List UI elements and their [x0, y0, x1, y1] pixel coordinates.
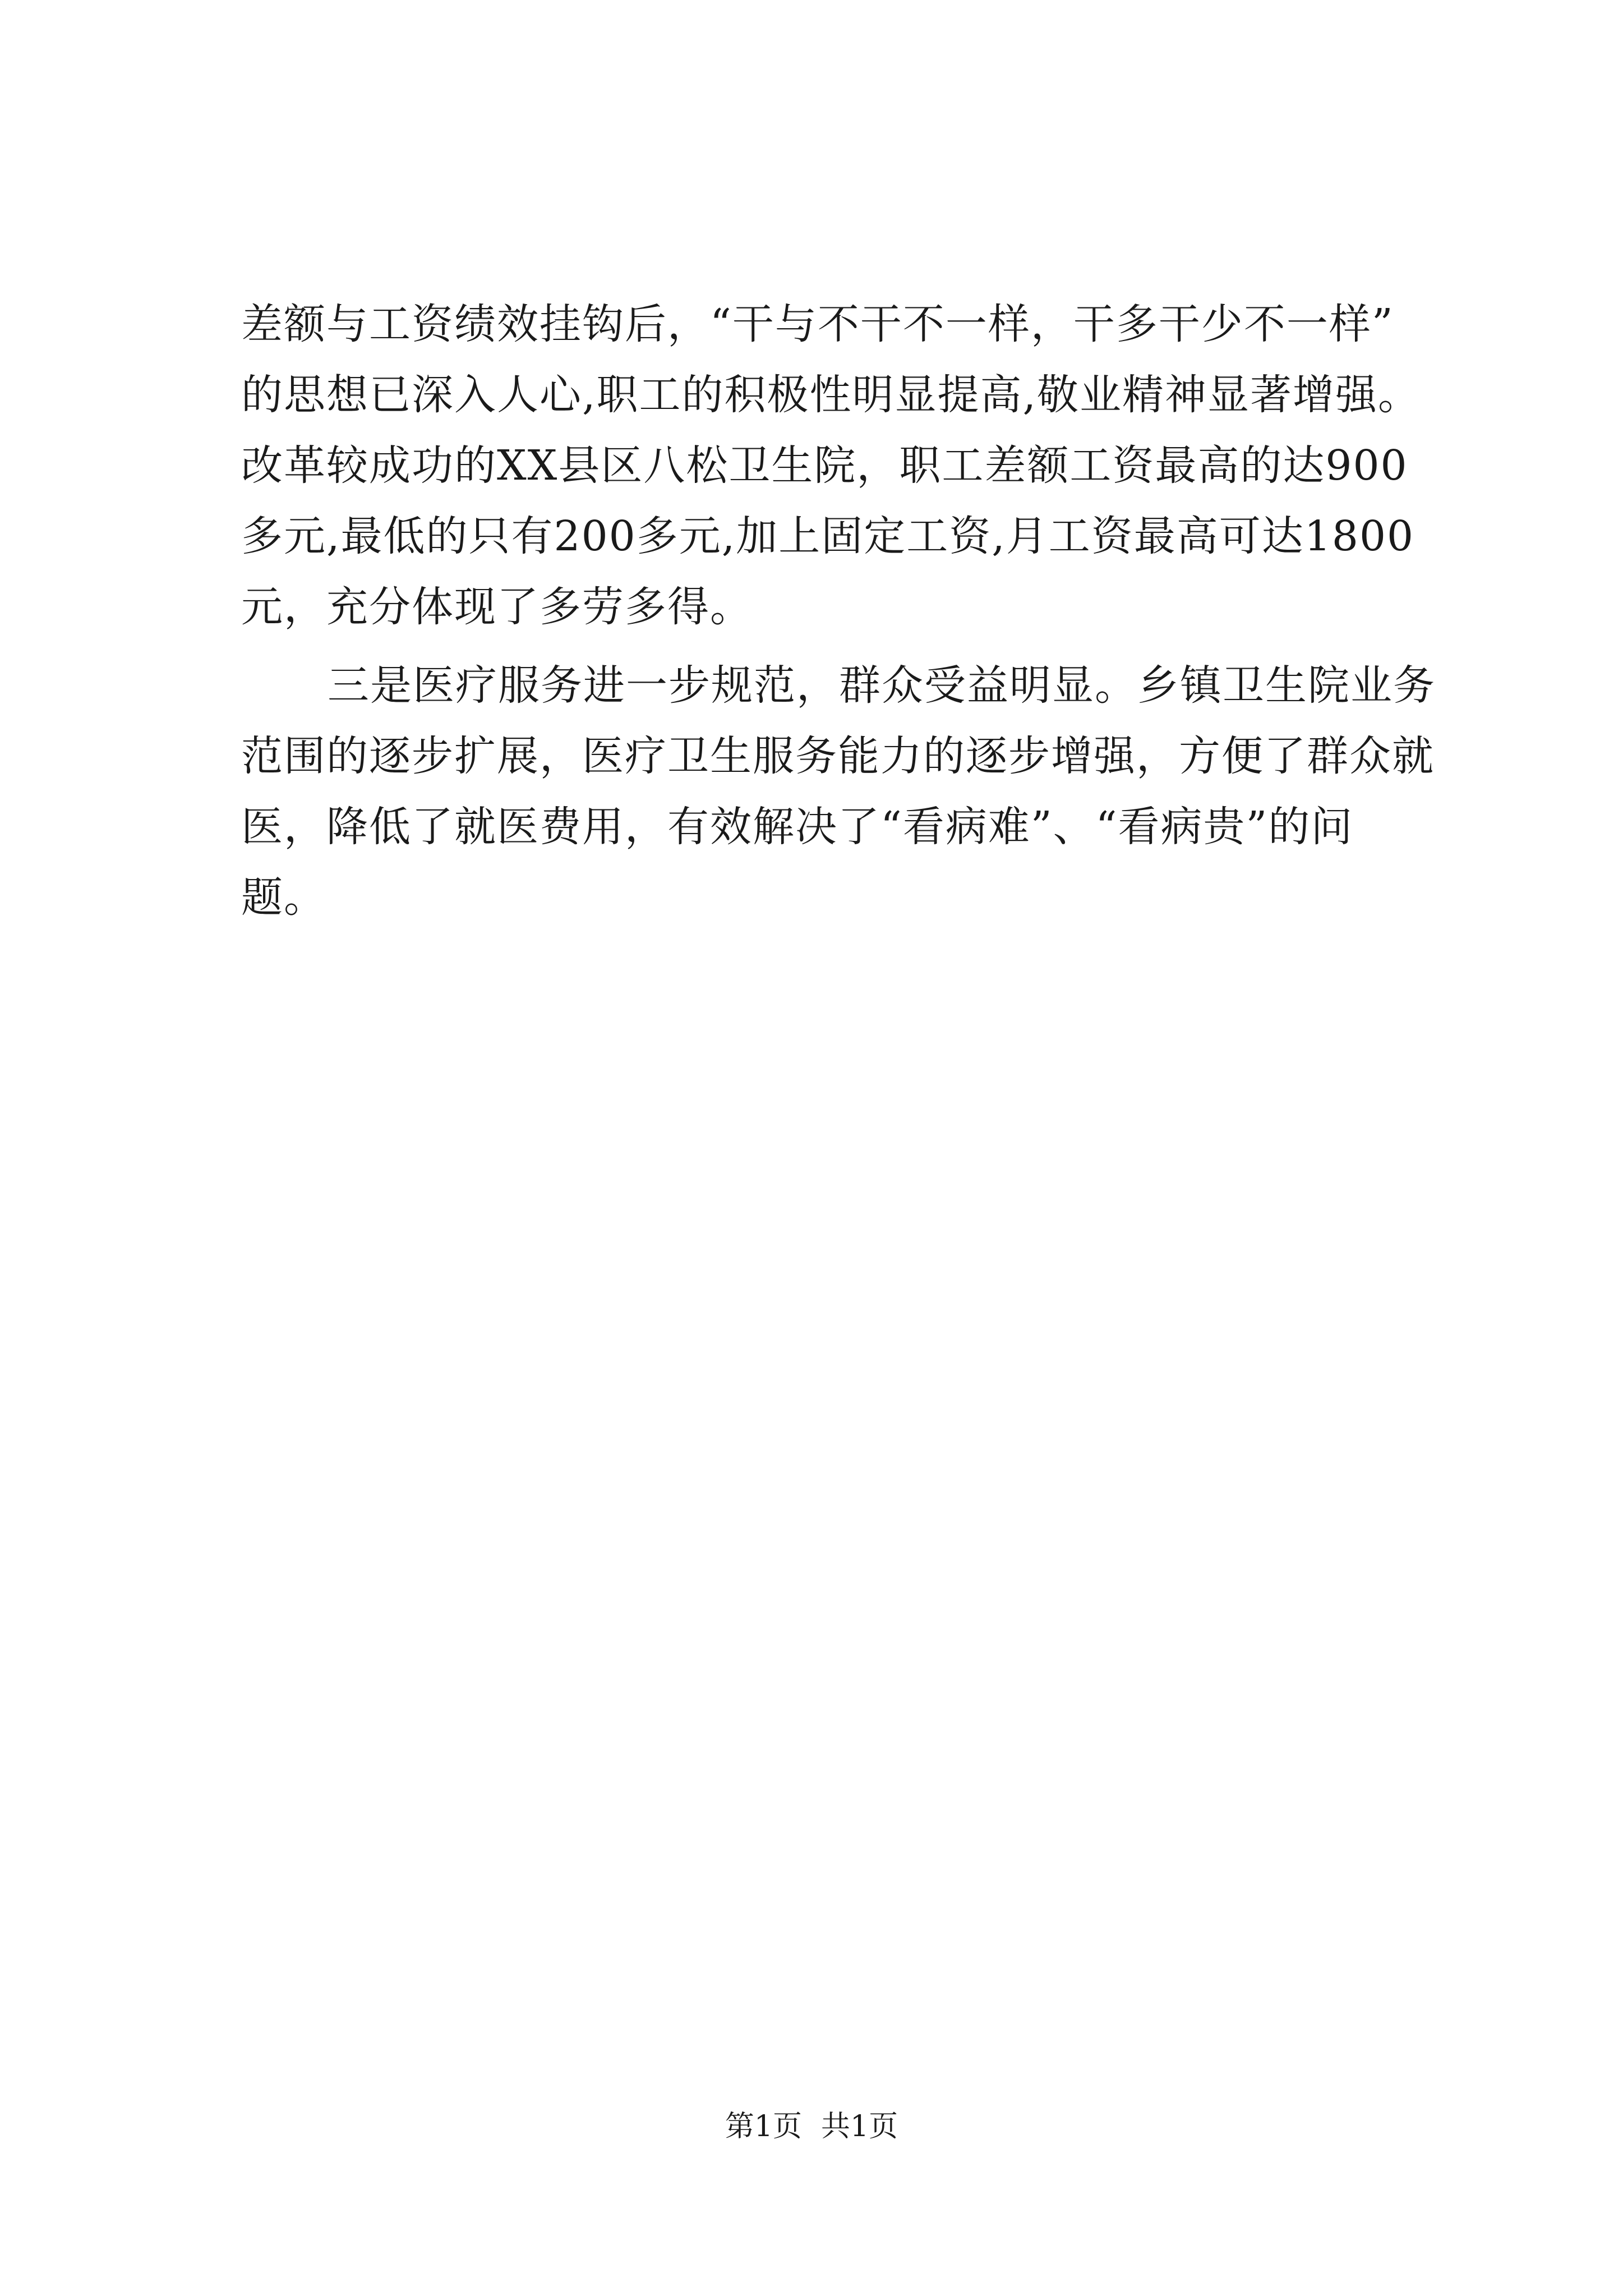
body-line: 差额与工资绩效挂钩后，“干与不干不一样，干多干少不一样”: [241, 300, 1394, 348]
body-line: 的思想已深入人心,职工的积极性明显提高,敬业精神显著增强。: [241, 371, 1421, 419]
body-line: 改革较成功的XX县区八松卫生院，职工差额工资最高的达900: [241, 441, 1408, 490]
page-total: 共1页: [821, 2110, 898, 2143]
body-line: 元，充分体现了多劳多得。: [241, 583, 753, 631]
body-line: 三是医疗服务进一步规范，群众受益明显。乡镇卫生院业务: [328, 661, 1436, 710]
page-number: 第1页: [725, 2110, 802, 2143]
body-line: 多元,最低的只有200多元,加上固定工资,月工资最高可达1800: [241, 512, 1415, 560]
body-line: 题。: [241, 873, 326, 922]
body-line: 范围的逐步扩展，医疗卫生服务能力的逐步增强，方便了群众就: [241, 732, 1435, 780]
document-body: [241, 289, 1436, 933]
body-line: 医，降低了就医费用，有效解决了“看病难”、“看病贵”的问: [241, 803, 1354, 851]
page-footer: [0, 2107, 1623, 2146]
